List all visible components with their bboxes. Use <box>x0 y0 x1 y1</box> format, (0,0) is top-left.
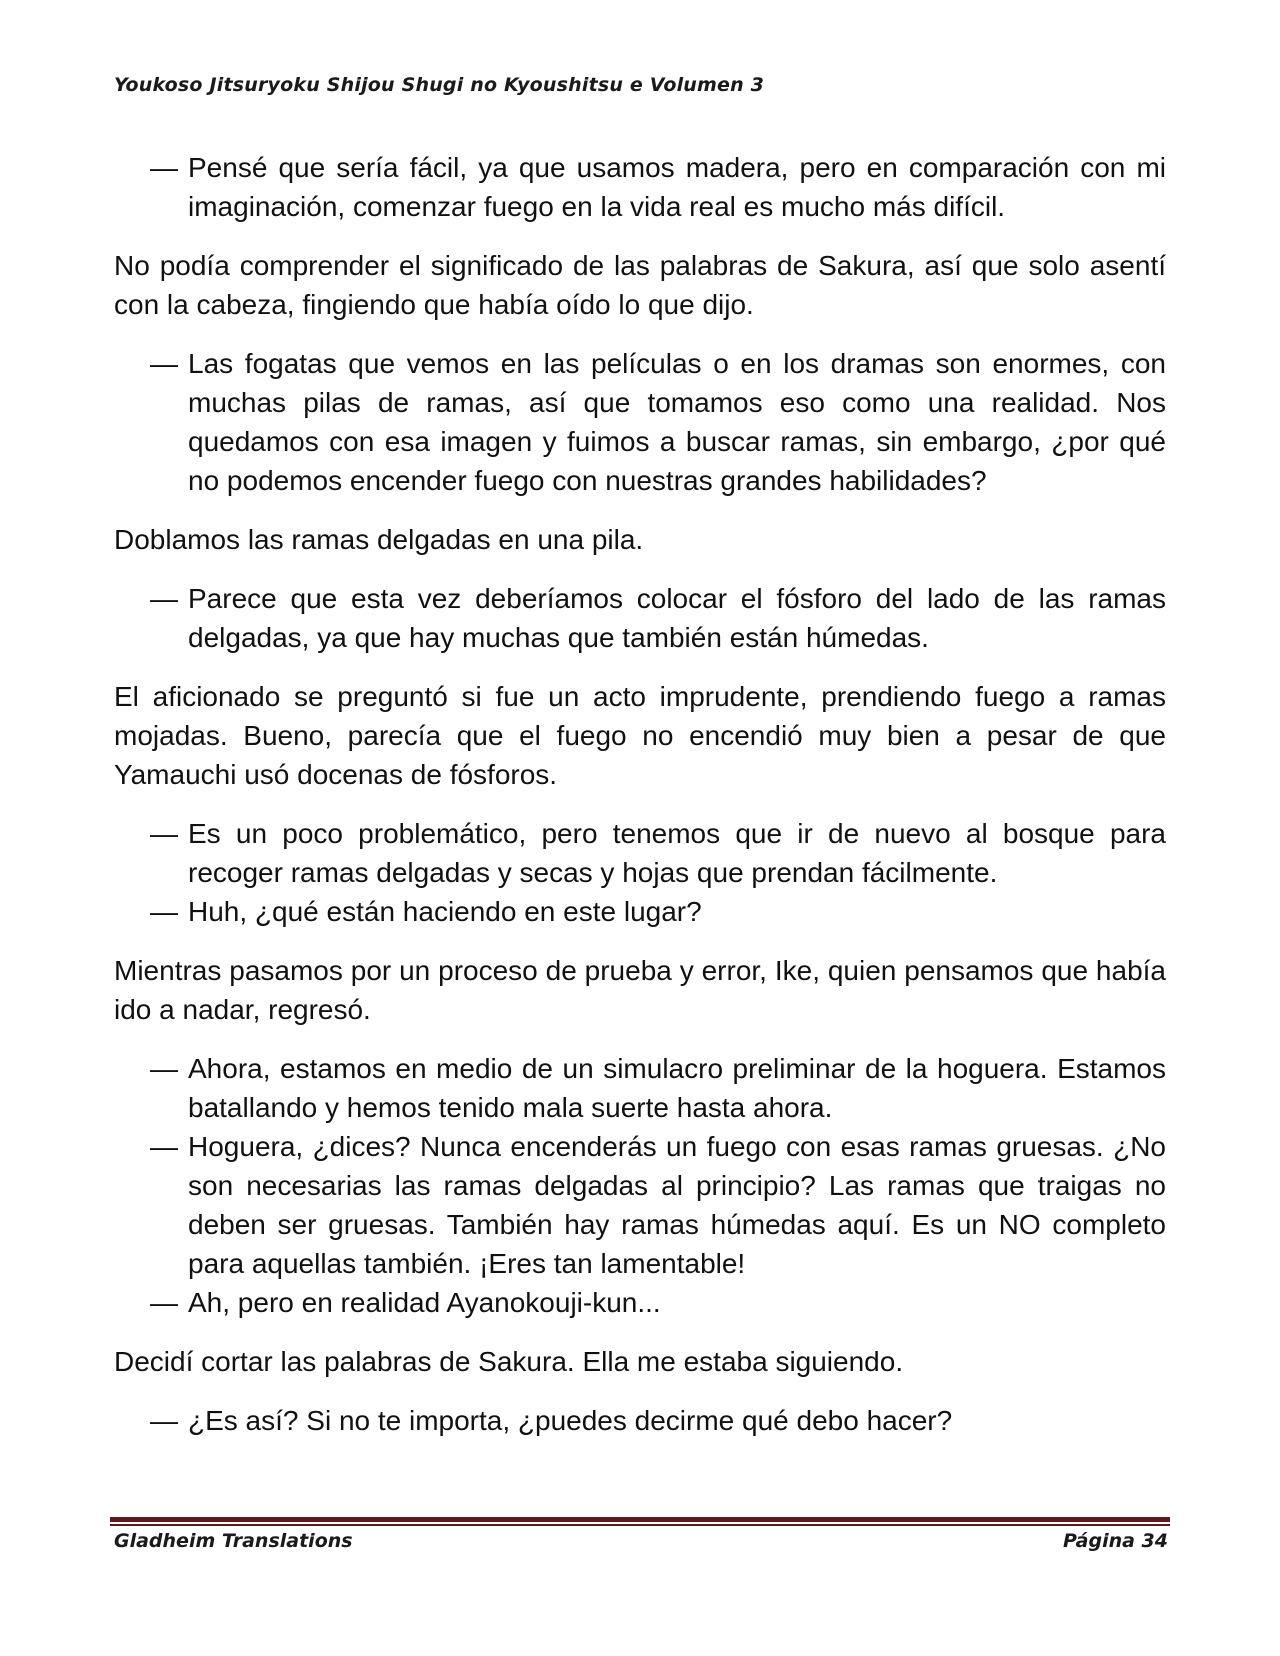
em-dash-marker: — <box>150 1287 178 1318</box>
narration-paragraph: Doblamos las ramas delgadas en una pila. <box>114 524 644 555</box>
dialogue-block <box>114 1049 1166 1322</box>
page-header-title: Youkoso Jitsuryoku Shijou Shugi no Kyoushitsu e Volumen 3 <box>114 74 765 96</box>
footer-divider-thin <box>110 1524 1170 1526</box>
footer-page-number: Página 34 <box>1062 1530 1168 1552</box>
dialogue-line <box>114 1049 1166 1127</box>
dialogue-line <box>114 1283 1166 1322</box>
narration-paragraph: Decidí cortar las palabras de Sakura. Ella me estaba siguiendo. <box>114 1346 904 1377</box>
dialogue-block <box>114 579 1166 657</box>
dialogue-text: Las fogatas que vemos en las películas o en los dramas son enormes, con muchas pilas de ramas, así que tomamos eso como una realidad. Nos quedamos con esa imagen y fuimos a buscar ramas, sin embargo, ¿por qué no podemos encender fuego con nuestras grandes habilidades? <box>188 348 1166 496</box>
dialogue-block <box>114 344 1166 500</box>
dialogue-text: Parece que esta vez deberíamos colocar el fósforo del lado de las ramas delgadas, ya que hay muchas que también están húmedas. <box>188 583 1166 653</box>
footer-divider <box>110 1517 1170 1526</box>
em-dash-marker: — <box>150 348 178 379</box>
dialogue-line <box>114 344 1166 500</box>
dialogue-line <box>114 1401 1166 1440</box>
em-dash-marker: — <box>150 583 178 614</box>
em-dash-marker: — <box>150 1053 178 1084</box>
dialogue-text: ¿Es así? Si no te importa, ¿puedes decirme qué debo hacer? <box>188 1405 953 1436</box>
dialogue-block <box>114 814 1166 931</box>
em-dash-marker: — <box>150 1405 178 1436</box>
dialogue-text: Ah, pero en realidad Ayanokouji-kun... <box>188 1287 661 1318</box>
dialogue-line <box>114 892 1166 931</box>
dialogue-line <box>114 814 1166 892</box>
em-dash-marker: — <box>150 896 178 927</box>
em-dash-marker: — <box>150 1131 178 1162</box>
footer-divider-thick <box>110 1517 1170 1522</box>
narration-paragraph: No podía comprender el significado de las palabras de Sakura, así que solo asentí con la cabeza, fingiendo que había oído lo que dijo. <box>114 250 1166 320</box>
dialogue-text: Huh, ¿qué están haciendo en este lugar? <box>188 896 702 927</box>
em-dash-marker: — <box>150 152 178 183</box>
page-body <box>114 148 1166 1460</box>
em-dash-marker: — <box>150 818 178 849</box>
narration-paragraph: El aficionado se preguntó si fue un acto imprudente, prendiendo fuego a ramas mojadas. Bueno, parecía que el fuego no encendió muy bien a pesar de que Yamauchi usó docenas de fósforos. <box>114 681 1166 790</box>
dialogue-text: Es un poco problemático, pero tenemos que ir de nuevo al bosque para recoger ramas delgadas y secas y hojas que prendan fácilmente. <box>188 818 1166 888</box>
dialogue-line <box>114 148 1166 226</box>
dialogue-text: Hoguera, ¿dices? Nunca encenderás un fuego con esas ramas gruesas. ¿No son necesarias las ramas delgadas al principio? Las ramas que traigas no deben ser gruesas. También hay ramas húmedas aquí. Es un NO completo para aquellas también. ¡Eres tan lamentable! <box>188 1131 1166 1279</box>
dialogue-text: Pensé que sería fácil, ya que usamos madera, pero en comparación con mi imaginación, comenzar fuego en la vida real es mucho más difícil. <box>188 152 1166 222</box>
footer-publisher: Gladheim Translations <box>114 1530 353 1552</box>
narration-paragraph: Mientras pasamos por un proceso de prueba y error, Ike, quien pensamos que había ido a nadar, regresó. <box>114 955 1166 1025</box>
dialogue-block <box>114 148 1166 226</box>
dialogue-text: Ahora, estamos en medio de un simulacro preliminar de la hoguera. Estamos batallando y hemos tenido mala suerte hasta ahora. <box>188 1053 1166 1123</box>
dialogue-line <box>114 1127 1166 1283</box>
dialogue-block <box>114 1401 1166 1440</box>
dialogue-line <box>114 579 1166 657</box>
